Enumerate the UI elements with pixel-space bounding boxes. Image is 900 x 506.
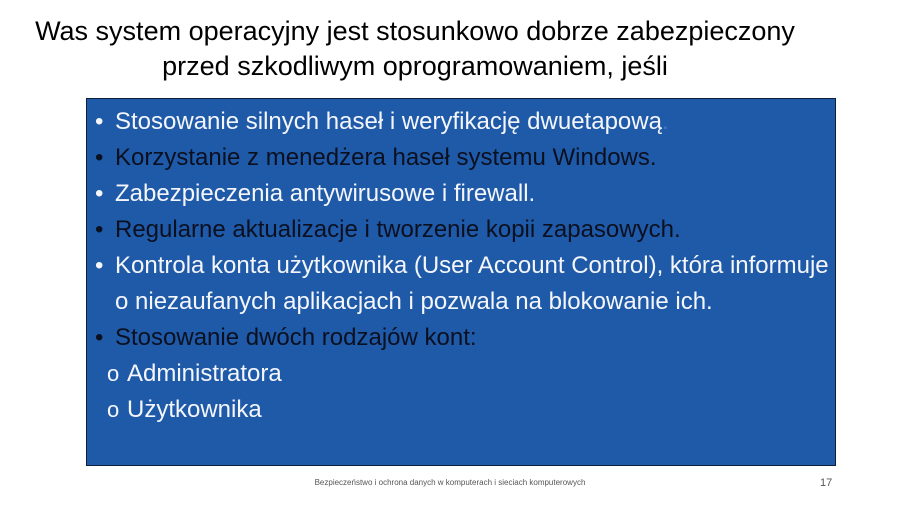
bullet-list — [87, 99, 835, 356]
sub-bullet-list — [87, 356, 835, 428]
bullet-marker: • — [95, 216, 104, 243]
sub-bullet-text: Administratora — [127, 360, 282, 387]
bullet-marker: • — [95, 108, 104, 135]
bullet-text: Zabezpieczenia antywirusowe i firewall. — [115, 180, 536, 207]
bullet-text: Korzystanie z menedżera haseł systemu Windows. — [115, 144, 657, 171]
bullet-text: Stosowanie silnych haseł i weryfikację dwuetapową — [115, 108, 662, 135]
sub-bullet-marker: o — [107, 397, 120, 422]
bullet-item — [95, 104, 835, 140]
bullet-marker: • — [95, 252, 104, 279]
bullet-item — [95, 248, 835, 320]
bullet-item — [95, 176, 835, 212]
sub-bullet-marker: o — [107, 361, 120, 386]
slide-title: Was system operacyjny jest stosunkowo dobrze zabezpieczony przed szkodliwym oprogramowaniem, jeśli — [35, 16, 795, 81]
sub-bullet-item — [107, 392, 835, 428]
slide-footer: Bezpieczeństwo i ochrona danych w komputerach i sieciach komputerowych — [314, 478, 586, 487]
bullet-item — [95, 140, 835, 176]
page-number: 17 — [820, 477, 833, 489]
bullet-item — [95, 320, 835, 356]
bullet-text: Regularne aktualizacje i tworzenie kopii zapasowych. — [115, 216, 681, 243]
bullet-text: Kontrola konta użytkownika (User Account Control), która informuje o niezaufanych aplikacjach i pozwala na blokowanie ich. — [115, 252, 829, 315]
bullet-marker: • — [95, 144, 104, 171]
sub-bullet-text: Użytkownika — [127, 396, 262, 423]
bullet-text: Stosowanie dwóch rodzajów kont: — [115, 324, 477, 351]
bullet-trailing-dot: . — [661, 108, 669, 135]
bullet-marker: • — [95, 180, 104, 207]
bullet-marker: • — [95, 324, 104, 351]
bullet-item — [95, 212, 835, 248]
sub-bullet-item — [107, 356, 835, 392]
content-box — [86, 98, 836, 466]
